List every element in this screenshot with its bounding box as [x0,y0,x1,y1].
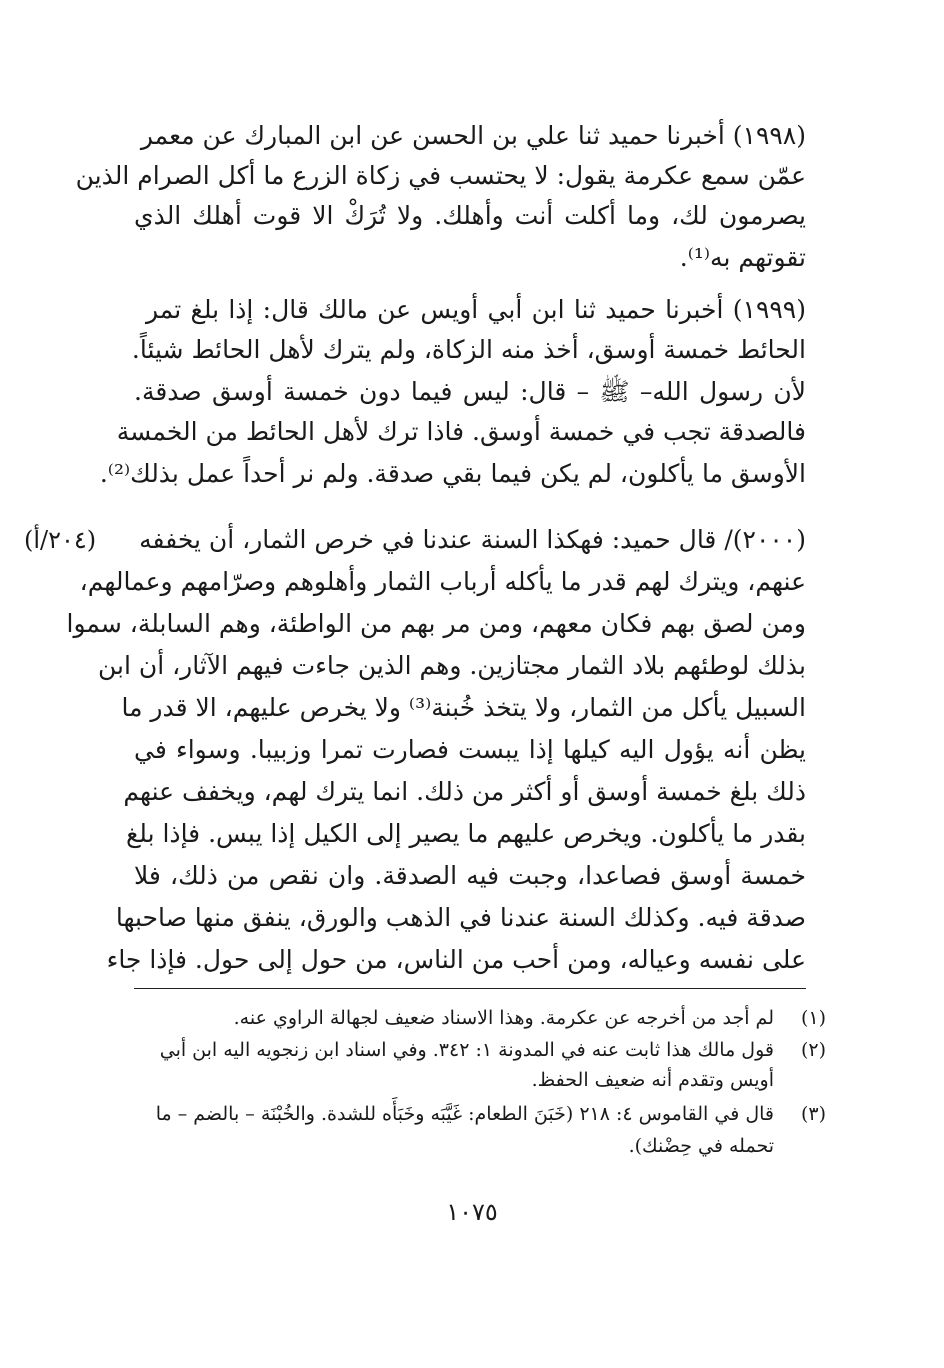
folio-margin-note: (٢٠٤/أ) [24,526,97,554]
text-line: تقوتهم به⁽¹⁾. [679,243,806,272]
text-line: (١٩٩٩) أخبرنا حميد ثنا ابن أبي أويس عن مالك قال: إذا بلغ تمر [146,295,806,324]
text-line: الأوسق ما يأكلون، لم يكن فيما بقي صدقة. ولم نر أحداً عمل بذلك⁽²⁾. [99,459,806,488]
footnote-number: (١) [800,1007,826,1029]
text-line: خمسة أوسق فصاعدا، وجبت فيه الصدقة. وان نقص من ذلك، فلا [134,861,806,890]
text-line: يصرمون لك، وما أكلت أنت وأهلك. ولا تُرَكْ الا قوت أهلك الذي [134,201,806,230]
text-line: الحائط خمسة أوسق، أخذ منه الزكاة، ولم يترك لأهل الحائط شيئاً. [131,335,806,364]
footnote-number: (٢) [800,1039,826,1061]
text-line: السبيل يأكل من الثمار، ولا يتخذ خُبنة⁽³⁾ ولا يخرص عليهم، الا قدر ما [121,693,806,722]
footnote-3 [0,1100,944,1128]
text-line: لأن رسول الله– ﷺ – قال: ليس فيما دون خمسة أوسق صدقة. [134,377,806,406]
text-line: (٢٠٠٠)/ قال حميد: فهكذا السنة عندنا في خرص الثمار، أن يخففه [139,525,806,554]
footnote-1 [0,1004,944,1032]
footnote-3-continued [0,1132,944,1160]
footnote-2 [0,1036,944,1064]
text-line: على نفسه وعياله، ومن أحب من الناس، من حول إلى حول. فإذا جاء [106,945,806,974]
footnote-separator [134,988,806,989]
text-line: بذلك لوطئهم بلاد الثمار مجتازين. وهم الذين جاءت فيهم الآثار، أن ابن [97,651,806,680]
footnote-text: لم أجد من أخرجه عن عكرمة. وهذا الاسناد ضعيف لجهالة الراوي عنه. [233,1007,774,1029]
footnote-text: قال في القاموس ٤: ٢١٨ (خَبَنَ الطعام: غَيَّبَه وخَبَأَه للشدة. والخُبْنَة – بالضم – ما [155,1103,774,1125]
footnote-text: قول مالك هذا ثابت عنه في المدونة ١: ٣٤٢. وفي اسناد ابن زنجويه اليه ابن أبي [159,1039,774,1061]
page-number: ١٠٧٥ [446,1198,498,1226]
text-line: صدقة فيه. وكذلك السنة عندنا في الذهب والورق، ينفق منها صاحبها [115,903,806,932]
text-line: ذلك بلغ خمسة أوسق أو أكثر من ذلك. انما يترك لهم، ويخفف عنهم [123,777,806,806]
text-line: (١٩٩٨) أخبرنا حميد ثنا علي بن الحسن عن ابن المبارك عن معمر [140,121,806,150]
text-line: يظن أنه يؤول اليه كيلها إذا يبست فصارت تمرا وزبيبا. وسواء في [134,735,806,764]
footnote-text: تحمله في حِضْنك). [628,1135,774,1157]
text-line: بقدر ما يأكلون. ويخرص عليهم ما يصير إلى الكيل إذا يبس. فإذا بلغ [126,819,806,848]
text-line: فالصدقة تجب في خمسة أوسق. فاذا ترك لأهل الحائط من الخمسة [116,417,806,446]
text-line: عمّن سمع عكرمة يقول: لا يحتسب في زكاة الزرع ما أكل الصرام الذين [75,161,806,190]
footnote-number: (٣) [800,1103,826,1125]
footnote-text: أويس وتقدم أنه ضعيف الحفظ. [531,1069,774,1091]
footnote-2-continued [0,1066,944,1094]
text-line: ومن لصق بهم فكان معهم، ومن مر بهم من الواطئة، وهم السابلة، سموا [66,609,806,638]
text-line: عنهم، ويترك لهم قدر ما يأكله أرباب الثمار وأهلوهم وصرّامهم وعمالهم، [79,567,806,596]
